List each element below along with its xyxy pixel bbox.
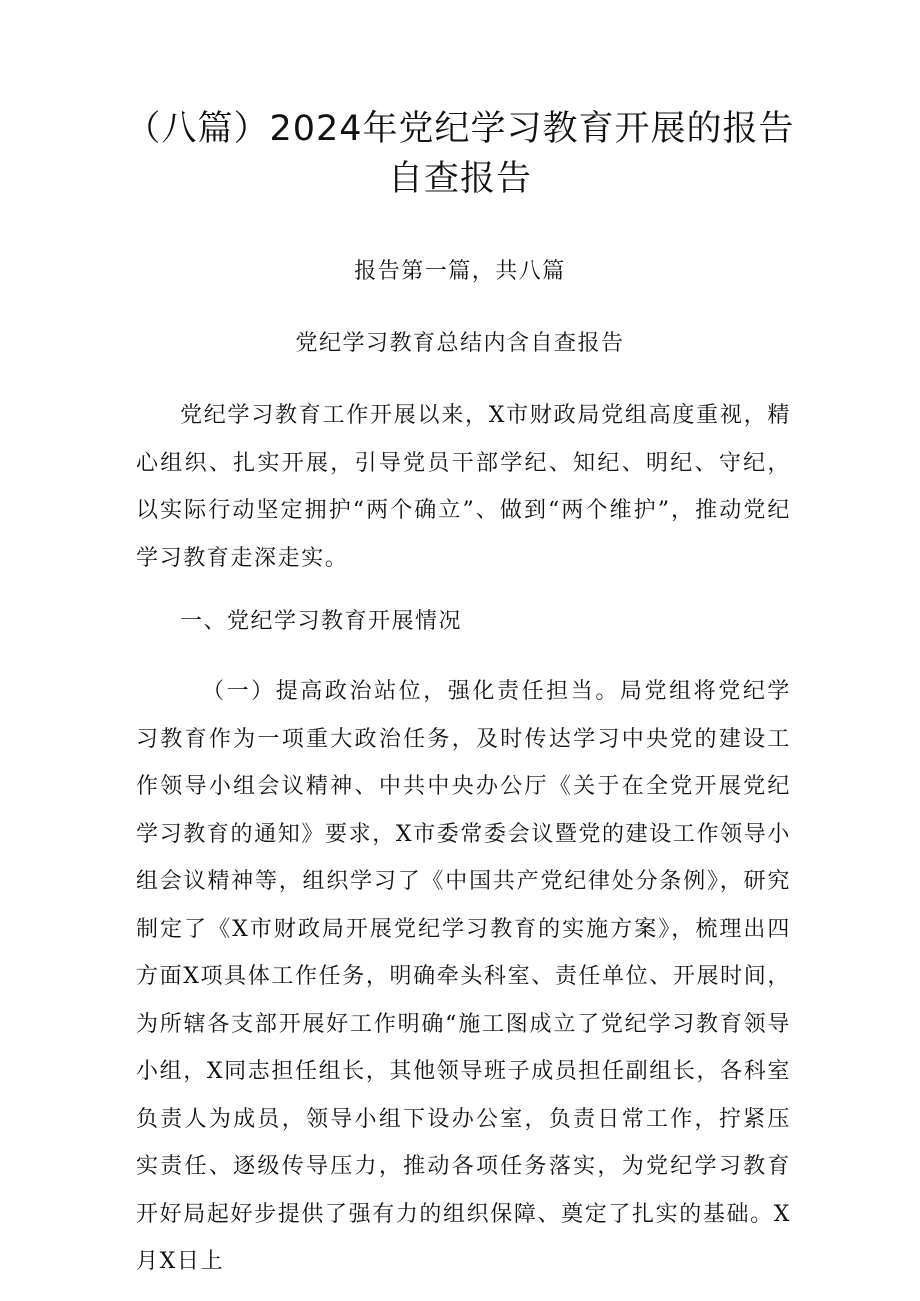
heading-1: 一、党纪学习教育开展情况 <box>180 609 463 634</box>
document-subtitle: 报告第一篇，共八篇 <box>354 259 566 284</box>
body-paragraph: （一）提高政治站位，强化责任担当。局党组将党纪学习教育作为一项重大政治任务，及时传达学习中央党的建设工作领导小组会议精神、中共中央办公厅《关于在全党开展党纪学习教育的通知》要求，X市委常委会议暨党的建设工作领导小组会议精神等，组织学习了《中国共产党纪律处分条例》，研究制定了《X市财政局开展党纪学习教育的实施方案》，梳理出四方面X项具体工作任务，明确牵头科室、责任单位、开展时间，为所辖各支部开展好工作明确“施工图成立了党纪学习教育领导小组，X同志担任组长，其他领导班子成员担任副组长，各科室负责人为成员，领导小组下设办公室，负责日常工作，拧紧压实责任、逐级传导压力，推动各项任务落实，为党纪学习教育开好局起好步提供了强有力的组织保障、奠定了扎实的基础。X月X日上 <box>136 679 791 1274</box>
document-title-line-2: 自查报告 <box>387 159 532 199</box>
intro-paragraph: 党纪学习教育工作开展以来，X市财政局党组高度重视，精心组织、扎实开展，引导党员干部学纪、知纪、明纪、守纪，以实际行动坚定拥护“两个确立”、做到“两个维护”，推动党纪学习教育走深走实。 <box>136 403 791 571</box>
section-title: 党纪学习教育总结内含自查报告 <box>295 331 625 356</box>
document-title-line-1: （八篇）2024年党纪学习教育开展的报告 <box>125 109 795 149</box>
